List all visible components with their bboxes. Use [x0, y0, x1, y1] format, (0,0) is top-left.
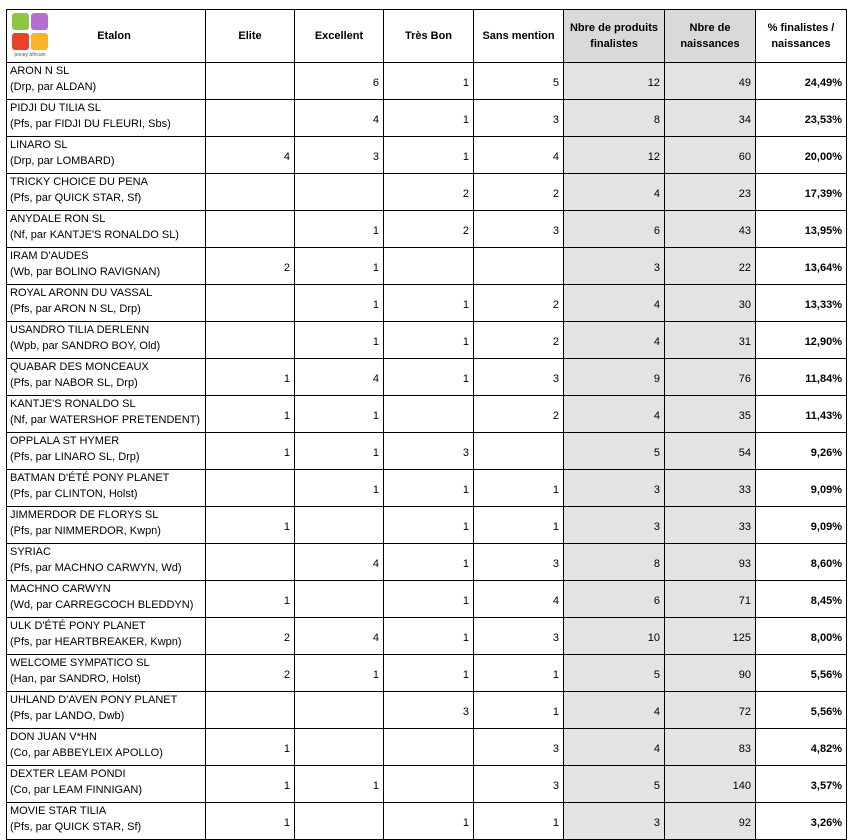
cell-naissances: 72: [665, 692, 756, 729]
cell-elite: [206, 63, 295, 100]
cell-produits: 12: [564, 63, 665, 100]
cell-excellent: [295, 581, 384, 618]
stallion-pedigree: (Pfs, par CLINTON, Holst): [10, 488, 138, 500]
cell-excellent: 1: [295, 433, 384, 470]
cell-elite: 2: [206, 655, 295, 692]
cell-elite: 1: [206, 433, 295, 470]
stallion-name: IRAM D'AUDES: [10, 250, 89, 262]
table-row: [7, 507, 847, 544]
table-row: [7, 100, 847, 137]
stallion-pedigree: (Han, par SANDRO, Holst): [10, 673, 141, 685]
cell-excellent: 1: [295, 766, 384, 803]
cell-produits: 4: [564, 692, 665, 729]
cell-sans-mention: 3: [474, 729, 564, 766]
col-header-tres-bon: Très Bon: [384, 10, 474, 63]
cell-pct: 12,90%: [756, 322, 847, 359]
cell-excellent: 1: [295, 396, 384, 433]
table-row: [7, 433, 847, 470]
stallion-pedigree: (Pfs, par LINARO SL, Drp): [10, 451, 140, 463]
cell-naissances: 22: [665, 248, 756, 285]
cell-naissances: 23: [665, 174, 756, 211]
cell-etalon: [7, 174, 206, 211]
cell-etalon: [7, 729, 206, 766]
cell-etalon: [7, 63, 206, 100]
table-row: [7, 211, 847, 248]
table-row: [7, 655, 847, 692]
cell-sans-mention: 1: [474, 470, 564, 507]
cell-naissances: 90: [665, 655, 756, 692]
cell-tres-bon: 2: [384, 174, 474, 211]
stallion-name: DEXTER LEAM PONDI: [10, 768, 126, 780]
cell-tres-bon: 1: [384, 470, 474, 507]
cell-produits: 3: [564, 507, 665, 544]
cell-excellent: 1: [295, 285, 384, 322]
cell-etalon: [7, 100, 206, 137]
stallion-name: ARON N SL: [10, 65, 70, 77]
cell-produits: 4: [564, 174, 665, 211]
cell-sans-mention: 2: [474, 285, 564, 322]
cell-pct: 4,82%: [756, 729, 847, 766]
table-row: [7, 359, 847, 396]
stallion-pedigree: (Wb, par BOLINO RAVIGNAN): [10, 266, 161, 278]
cell-naissances: 83: [665, 729, 756, 766]
cell-produits: 3: [564, 803, 665, 840]
stallion-name: JIMMERDOR DE FLORYS SL: [10, 509, 159, 521]
cell-tres-bon: [384, 248, 474, 285]
stallion-pedigree: (Nf, par WATERSHOF PRETENDENT): [10, 414, 201, 426]
logo-caption: poney africain: [14, 52, 46, 58]
cell-naissances: 125: [665, 618, 756, 655]
table-row: [7, 766, 847, 803]
cell-etalon: [7, 581, 206, 618]
stallion-pedigree: (Pfs, par NABOR SL, Drp): [10, 377, 138, 389]
cell-sans-mention: 3: [474, 100, 564, 137]
cell-produits: 5: [564, 655, 665, 692]
cell-sans-mention: 5: [474, 63, 564, 100]
cell-pct: 9,26%: [756, 433, 847, 470]
cell-etalon: [7, 803, 206, 840]
col-header-naissances: [665, 10, 756, 63]
cell-elite: [206, 470, 295, 507]
table-row: [7, 803, 847, 840]
cell-sans-mention: 1: [474, 692, 564, 729]
cell-tres-bon: [384, 766, 474, 803]
cell-excellent: 4: [295, 100, 384, 137]
stallion-pedigree: (Co, par LEAM FINNIGAN): [10, 784, 143, 796]
table-row: [7, 396, 847, 433]
stallion-name: PIDJI DU TILIA SL: [10, 102, 101, 114]
col-header-excellent: Excellent: [295, 10, 384, 63]
cell-pct: 8,00%: [756, 618, 847, 655]
cell-elite: 1: [206, 396, 295, 433]
cell-produits: 4: [564, 729, 665, 766]
stallion-pedigree: (Pfs, par ARON N SL, Drp): [10, 303, 141, 315]
cell-etalon: [7, 544, 206, 581]
cell-naissances: 93: [665, 544, 756, 581]
stallion-name: WELCOME SYMPATICO SL: [10, 657, 150, 669]
cell-elite: 1: [206, 803, 295, 840]
stallion-name: BATMAN D'ÉTÉ PONY PLANET: [10, 472, 170, 484]
cell-pct: 9,09%: [756, 470, 847, 507]
cell-tres-bon: 3: [384, 692, 474, 729]
cell-elite: [206, 174, 295, 211]
cell-pct: 13,33%: [756, 285, 847, 322]
col-header-naissances-l2: naissances: [680, 38, 740, 50]
cell-produits: 4: [564, 285, 665, 322]
stallion-pedigree: (Pfs, par QUICK STAR, Sf): [10, 821, 142, 833]
cell-pct: 13,95%: [756, 211, 847, 248]
cell-sans-mention: 4: [474, 137, 564, 174]
cell-excellent: 1: [295, 322, 384, 359]
stallion-pedigree: (Pfs, par FIDJI DU FLEURI, Sbs): [10, 118, 171, 130]
cell-sans-mention: 1: [474, 803, 564, 840]
stallion-name: SYRIAC: [10, 546, 51, 558]
table-row: [7, 470, 847, 507]
cell-pct: 23,53%: [756, 100, 847, 137]
cell-tres-bon: 1: [384, 544, 474, 581]
cell-elite: 2: [206, 618, 295, 655]
cell-pct: 8,60%: [756, 544, 847, 581]
cell-naissances: 49: [665, 63, 756, 100]
cell-elite: [206, 100, 295, 137]
cell-pct: 5,56%: [756, 692, 847, 729]
cell-etalon: [7, 285, 206, 322]
cell-sans-mention: 3: [474, 211, 564, 248]
cell-elite: 2: [206, 248, 295, 285]
cell-excellent: [295, 803, 384, 840]
cell-tres-bon: 1: [384, 100, 474, 137]
logo-tile-green: [12, 13, 29, 30]
cell-sans-mention: 1: [474, 507, 564, 544]
stallion-name: UHLAND D'AVEN PONY PLANET: [10, 694, 178, 706]
col-header-produits-l2: finalistes: [590, 38, 638, 50]
cell-tres-bon: 2: [384, 211, 474, 248]
header-row: [7, 10, 847, 63]
cell-tres-bon: 1: [384, 618, 474, 655]
stallion-pedigree: (Nf, par KANTJE'S RONALDO SL): [10, 229, 179, 241]
cell-produits: 8: [564, 100, 665, 137]
cell-produits: 4: [564, 396, 665, 433]
cell-pct: 8,45%: [756, 581, 847, 618]
cell-tres-bon: 1: [384, 63, 474, 100]
cell-naissances: 34: [665, 100, 756, 137]
cell-excellent: 1: [295, 248, 384, 285]
cell-tres-bon: 1: [384, 359, 474, 396]
cell-pct: 3,26%: [756, 803, 847, 840]
cell-produits: 4: [564, 322, 665, 359]
col-header-sans-mention: Sans mention: [474, 10, 564, 63]
stallion-name: USANDRO TILIA DERLENN: [10, 324, 150, 336]
cell-produits: 12: [564, 137, 665, 174]
col-header-etalon: [7, 10, 206, 63]
cell-sans-mention: 3: [474, 618, 564, 655]
stallion-pedigree: (Wpb, par SANDRO BOY, Old): [10, 340, 161, 352]
cell-etalon: [7, 211, 206, 248]
cell-excellent: 6: [295, 63, 384, 100]
cell-sans-mention: 3: [474, 544, 564, 581]
table-body: [7, 63, 847, 840]
table-row: [7, 248, 847, 285]
cell-naissances: 54: [665, 433, 756, 470]
logo-tile-purple: [31, 13, 48, 30]
cell-etalon: [7, 433, 206, 470]
cell-pct: 11,43%: [756, 396, 847, 433]
stallion-name: DON JUAN V*HN: [10, 731, 97, 743]
cell-etalon: [7, 618, 206, 655]
stallion-name: KANTJE'S RONALDO SL: [10, 398, 136, 410]
stallion-pedigree: (Pfs, par QUICK STAR, Sf): [10, 192, 142, 204]
cell-excellent: 3: [295, 137, 384, 174]
cell-excellent: 1: [295, 655, 384, 692]
cell-tres-bon: 1: [384, 137, 474, 174]
cell-excellent: [295, 692, 384, 729]
cell-sans-mention: 2: [474, 174, 564, 211]
col-header-elite: Elite: [206, 10, 295, 63]
cell-naissances: 60: [665, 137, 756, 174]
cell-tres-bon: 3: [384, 433, 474, 470]
cell-pct: 5,56%: [756, 655, 847, 692]
stallion-name: OPPLALA ST HYMER: [10, 435, 120, 447]
cell-elite: 1: [206, 507, 295, 544]
cell-excellent: 4: [295, 544, 384, 581]
table-row: [7, 285, 847, 322]
cell-sans-mention: 4: [474, 581, 564, 618]
cell-naissances: 33: [665, 470, 756, 507]
cell-naissances: 31: [665, 322, 756, 359]
logo-tile-red: [12, 33, 29, 50]
cell-pct: 20,00%: [756, 137, 847, 174]
cell-etalon: [7, 507, 206, 544]
cell-pct: 17,39%: [756, 174, 847, 211]
cell-excellent: [295, 174, 384, 211]
cell-sans-mention: [474, 433, 564, 470]
cell-etalon: [7, 396, 206, 433]
cell-tres-bon: [384, 396, 474, 433]
stallion-name: MACHNO CARWYN: [10, 583, 111, 595]
cell-elite: 1: [206, 359, 295, 396]
cell-produits: 6: [564, 211, 665, 248]
cell-etalon: [7, 766, 206, 803]
cell-tres-bon: 1: [384, 655, 474, 692]
cell-produits: 6: [564, 581, 665, 618]
cell-excellent: 1: [295, 470, 384, 507]
cell-etalon: [7, 692, 206, 729]
table-row: [7, 729, 847, 766]
cell-etalon: [7, 655, 206, 692]
stallion-name: MOVIE STAR TILIA: [10, 805, 107, 817]
cell-sans-mention: 1: [474, 655, 564, 692]
cell-naissances: 92: [665, 803, 756, 840]
cell-excellent: 4: [295, 359, 384, 396]
cell-etalon: [7, 359, 206, 396]
cell-sans-mention: 3: [474, 359, 564, 396]
cell-pct: 9,09%: [756, 507, 847, 544]
col-header-etalon-label: Etalon: [97, 30, 131, 42]
cell-tres-bon: 1: [384, 581, 474, 618]
stallion-pedigree: (Wd, par CARREGCOCH BLEDDYN): [10, 599, 194, 611]
table-row: [7, 581, 847, 618]
table-row: [7, 322, 847, 359]
table-row: [7, 174, 847, 211]
col-header-pct-l2: naissances: [771, 38, 831, 50]
cell-naissances: 71: [665, 581, 756, 618]
logo-tile-orange: [31, 33, 48, 50]
cell-etalon: [7, 137, 206, 174]
cell-pct: 11,84%: [756, 359, 847, 396]
cell-tres-bon: 1: [384, 803, 474, 840]
cell-elite: 1: [206, 766, 295, 803]
col-header-naissances-l1: Nbre de: [689, 22, 731, 34]
cell-elite: 4: [206, 137, 295, 174]
cell-naissances: 33: [665, 507, 756, 544]
cell-elite: [206, 692, 295, 729]
cell-pct: 3,57%: [756, 766, 847, 803]
cell-tres-bon: 1: [384, 285, 474, 322]
stallion-name: ANYDALE RON SL: [10, 213, 106, 225]
table-row: [7, 63, 847, 100]
cell-produits: 3: [564, 248, 665, 285]
cell-elite: [206, 322, 295, 359]
cell-excellent: [295, 507, 384, 544]
cell-sans-mention: 2: [474, 396, 564, 433]
cell-naissances: 35: [665, 396, 756, 433]
stallion-name: ROYAL ARONN DU VASSAL: [10, 287, 153, 299]
cell-produits: 10: [564, 618, 665, 655]
stallion-pedigree: (Drp, par LOMBARD): [10, 155, 115, 167]
cell-etalon: [7, 322, 206, 359]
table-row: [7, 692, 847, 729]
cell-excellent: 4: [295, 618, 384, 655]
table-row: [7, 618, 847, 655]
cell-tres-bon: 1: [384, 322, 474, 359]
cell-etalon: [7, 248, 206, 285]
cell-elite: 1: [206, 729, 295, 766]
stallion-pedigree: (Pfs, par MACHNO CARWYN, Wd): [10, 562, 182, 574]
stallion-pedigree: (Pfs, par LANDO, Dwb): [10, 710, 125, 722]
cell-sans-mention: [474, 248, 564, 285]
stallion-name: LINARO SL: [10, 139, 68, 151]
table-row: [7, 137, 847, 174]
cell-naissances: 43: [665, 211, 756, 248]
cell-naissances: 140: [665, 766, 756, 803]
col-header-pct-l1: % finalistes /: [767, 22, 835, 34]
cell-pct: 13,64%: [756, 248, 847, 285]
stallion-pedigree: (Drp, par ALDAN): [10, 81, 97, 93]
logo-icon: [11, 12, 49, 58]
cell-elite: [206, 285, 295, 322]
cell-produits: 9: [564, 359, 665, 396]
cell-sans-mention: 3: [474, 766, 564, 803]
col-header-produits-l1: Nbre de produits: [569, 22, 658, 34]
stallion-pedigree: (Pfs, par HEARTBREAKER, Kwpn): [10, 636, 182, 648]
cell-produits: 8: [564, 544, 665, 581]
cell-elite: [206, 211, 295, 248]
cell-excellent: 1: [295, 211, 384, 248]
cell-produits: 5: [564, 433, 665, 470]
cell-tres-bon: 1: [384, 507, 474, 544]
stallion-results-table: [6, 9, 847, 840]
cell-tres-bon: [384, 729, 474, 766]
cell-naissances: 76: [665, 359, 756, 396]
cell-pct: 24,49%: [756, 63, 847, 100]
stallion-pedigree: (Co, par ABBEYLEIX APOLLO): [10, 747, 163, 759]
stallion-name: QUABAR DES MONCEAUX: [10, 361, 149, 373]
cell-produits: 5: [564, 766, 665, 803]
cell-naissances: 30: [665, 285, 756, 322]
stallion-name: ULK D'ÉTÉ PONY PLANET: [10, 620, 146, 632]
stallion-name: TRICKY CHOICE DU PENA: [10, 176, 148, 188]
cell-excellent: [295, 729, 384, 766]
cell-produits: 3: [564, 470, 665, 507]
cell-etalon: [7, 470, 206, 507]
table-row: [7, 544, 847, 581]
cell-elite: 1: [206, 581, 295, 618]
col-header-pct: [756, 10, 847, 63]
stallion-pedigree: (Pfs, par NIMMERDOR, Kwpn): [10, 525, 161, 537]
col-header-produits: [564, 10, 665, 63]
cell-sans-mention: 2: [474, 322, 564, 359]
cell-elite: [206, 544, 295, 581]
